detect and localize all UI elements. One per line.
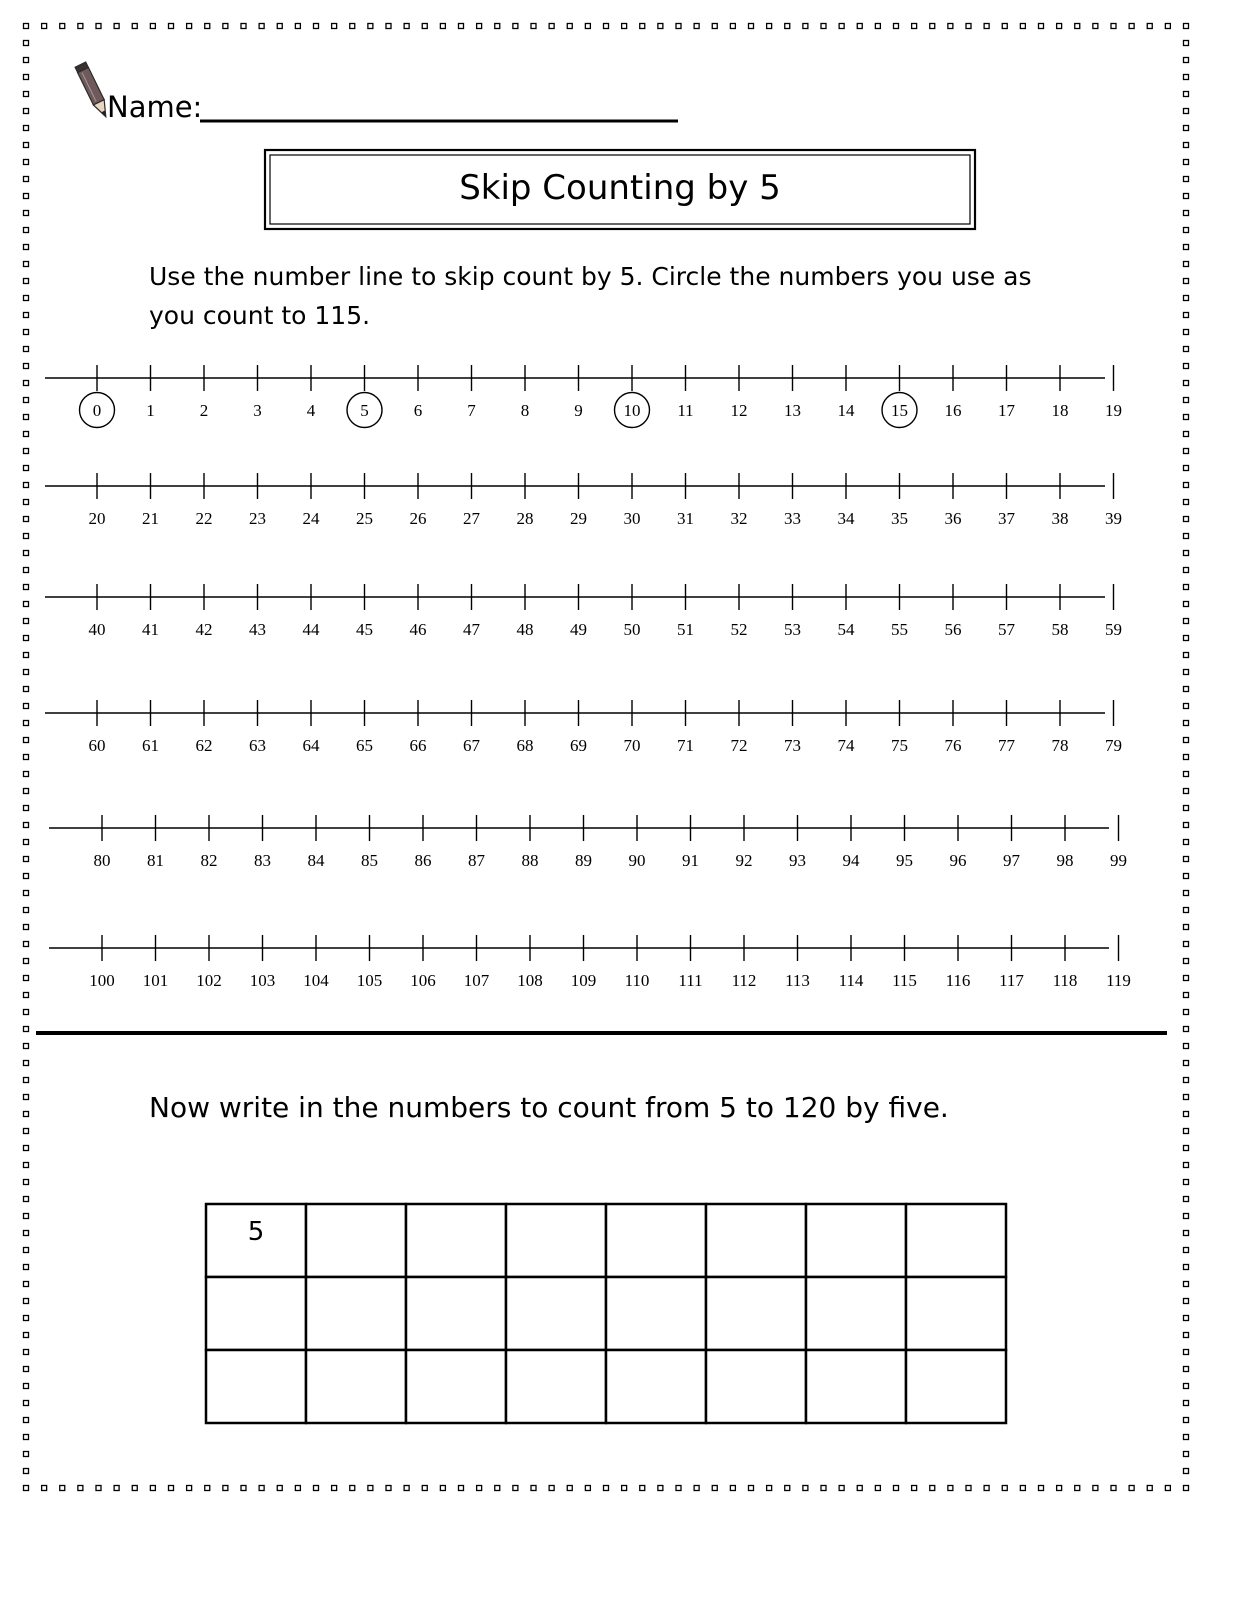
- tick-label-111[interactable]: 111: [678, 971, 703, 990]
- tick-label-82[interactable]: 82: [200, 851, 218, 870]
- tick-label-71[interactable]: 71: [677, 736, 694, 755]
- tick-label-53[interactable]: 53: [784, 620, 801, 639]
- tick-label-7[interactable]: 7: [467, 401, 476, 420]
- tick-label-41[interactable]: 41: [142, 620, 159, 639]
- tick-label-26[interactable]: 26: [409, 509, 427, 528]
- number-line-80-99: [49, 815, 1127, 870]
- tick-label-11[interactable]: 11: [677, 401, 694, 420]
- answer-cell[interactable]: [406, 1350, 506, 1423]
- tick-label-63[interactable]: 63: [249, 736, 266, 755]
- tick-label-118[interactable]: 118: [1052, 971, 1078, 990]
- tick-label-2[interactable]: 2: [199, 401, 209, 420]
- tick-label-116[interactable]: 116: [945, 971, 971, 990]
- answer-cell[interactable]: [306, 1277, 406, 1350]
- tick-label-84[interactable]: 84: [307, 851, 325, 870]
- tick-label-48[interactable]: 48: [516, 620, 534, 639]
- tick-label-24[interactable]: 24: [302, 509, 320, 528]
- answer-cell[interactable]: [306, 1350, 406, 1423]
- tick-label-117[interactable]: 117: [999, 971, 1024, 990]
- number-line-40-59: [45, 584, 1122, 639]
- tick-label-19[interactable]: 19: [1105, 401, 1122, 420]
- tick-label-95[interactable]: 95: [896, 851, 913, 870]
- tick-label-46[interactable]: 46: [409, 620, 427, 639]
- tick-label-97[interactable]: 97: [1003, 851, 1020, 870]
- answer-cell[interactable]: [506, 1204, 606, 1277]
- tick-label-93[interactable]: 93: [789, 851, 806, 870]
- tick-label-12[interactable]: 12: [730, 401, 748, 420]
- number-lines: [45, 365, 1131, 990]
- tick-label-0[interactable]: 0: [92, 401, 102, 420]
- tick-label-101[interactable]: 101: [142, 971, 169, 990]
- tick-label-65[interactable]: 65: [356, 736, 373, 755]
- tick-label-14[interactable]: 14: [837, 401, 855, 420]
- tick-label-64[interactable]: 64: [302, 736, 320, 755]
- tick-label-49[interactable]: 49: [570, 620, 587, 639]
- tick-label-114[interactable]: 114: [838, 971, 864, 990]
- tick-label-30[interactable]: 30: [623, 509, 641, 528]
- answer-cell[interactable]: [706, 1350, 806, 1423]
- tick-label-96[interactable]: 96: [949, 851, 967, 870]
- tick-label-72[interactable]: 72: [730, 736, 748, 755]
- tick-label-75[interactable]: 75: [891, 736, 908, 755]
- tick-label-9[interactable]: 9: [574, 401, 583, 420]
- tick-label-74[interactable]: 74: [837, 736, 855, 755]
- tick-label-78[interactable]: 78: [1051, 736, 1069, 755]
- tick-label-68[interactable]: 68: [516, 736, 534, 755]
- answer-cell[interactable]: [906, 1204, 1006, 1277]
- answer-grid: [206, 1204, 1006, 1423]
- tick-label-106[interactable]: 106: [410, 971, 436, 990]
- tick-label-67[interactable]: 67: [463, 736, 480, 755]
- tick-label-42[interactable]: 42: [195, 620, 213, 639]
- tick-label-88[interactable]: 88: [521, 851, 539, 870]
- tick-label-45[interactable]: 45: [356, 620, 373, 639]
- answer-cell[interactable]: [606, 1277, 706, 1350]
- name-label: Name:: [107, 90, 203, 124]
- second-instruction: Now write in the numbers to count from 5 to 120 by five.: [149, 1091, 949, 1124]
- tick-label-20[interactable]: 20: [88, 509, 106, 528]
- tick-label-32[interactable]: 32: [730, 509, 748, 528]
- tick-label-3[interactable]: 3: [253, 401, 262, 420]
- tick-label-1[interactable]: 1: [146, 401, 155, 420]
- tick-label-58[interactable]: 58: [1051, 620, 1069, 639]
- tick-label-6[interactable]: 6: [413, 401, 423, 420]
- tick-label-52[interactable]: 52: [730, 620, 748, 639]
- tick-label-102[interactable]: 102: [196, 971, 222, 990]
- tick-label-44[interactable]: 44: [302, 620, 320, 639]
- tick-label-77[interactable]: 77: [998, 736, 1015, 755]
- answer-cell[interactable]: [206, 1350, 306, 1423]
- tick-label-34[interactable]: 34: [837, 509, 855, 528]
- answer-cell[interactable]: [306, 1204, 406, 1277]
- tick-label-13[interactable]: 13: [784, 401, 801, 420]
- tick-label-16[interactable]: 16: [944, 401, 962, 420]
- tick-label-110[interactable]: 110: [624, 971, 650, 990]
- tick-label-10[interactable]: 10: [623, 401, 641, 420]
- tick-label-8[interactable]: 8: [520, 401, 530, 420]
- tick-label-17[interactable]: 17: [998, 401, 1015, 420]
- answer-cell[interactable]: [706, 1204, 806, 1277]
- tick-label-38[interactable]: 38: [1051, 509, 1069, 528]
- number-line-100-119: [49, 935, 1131, 990]
- tick-label-103[interactable]: 103: [249, 971, 276, 990]
- tick-label-5[interactable]: 5: [360, 401, 369, 420]
- tick-label-113[interactable]: 113: [785, 971, 810, 990]
- tick-label-39[interactable]: 39: [1105, 509, 1122, 528]
- tick-label-89[interactable]: 89: [575, 851, 592, 870]
- tick-label-21[interactable]: 21: [142, 509, 159, 528]
- answer-cell[interactable]: [706, 1277, 806, 1350]
- tick-label-47[interactable]: 47: [463, 620, 480, 639]
- tick-label-56[interactable]: 56: [944, 620, 962, 639]
- tick-label-76[interactable]: 76: [944, 736, 962, 755]
- tick-label-69[interactable]: 69: [570, 736, 587, 755]
- tick-label-62[interactable]: 62: [195, 736, 213, 755]
- tick-label-80[interactable]: 80: [93, 851, 111, 870]
- answer-cell[interactable]: [406, 1204, 506, 1277]
- tick-label-51[interactable]: 51: [677, 620, 694, 639]
- tick-label-81[interactable]: 81: [147, 851, 164, 870]
- tick-label-85[interactable]: 85: [361, 851, 378, 870]
- tick-label-105[interactable]: 105: [356, 971, 383, 990]
- tick-label-33[interactable]: 33: [784, 509, 801, 528]
- tick-label-109[interactable]: 109: [570, 971, 597, 990]
- tick-label-112[interactable]: 112: [731, 971, 757, 990]
- tick-label-79[interactable]: 79: [1105, 736, 1122, 755]
- tick-label-108[interactable]: 108: [517, 971, 543, 990]
- tick-label-59[interactable]: 59: [1105, 620, 1122, 639]
- tick-label-91[interactable]: 91: [682, 851, 699, 870]
- tick-label-50[interactable]: 50: [623, 620, 641, 639]
- answer-cell[interactable]: [606, 1350, 706, 1423]
- tick-label-92[interactable]: 92: [735, 851, 753, 870]
- answer-cell[interactable]: [906, 1350, 1006, 1423]
- tick-label-94[interactable]: 94: [842, 851, 860, 870]
- page-title: Skip Counting by 5: [459, 168, 781, 208]
- tick-label-29[interactable]: 29: [570, 509, 587, 528]
- number-line-60-79: [45, 700, 1122, 755]
- tick-label-70[interactable]: 70: [623, 736, 641, 755]
- answer-cell[interactable]: [506, 1350, 606, 1423]
- tick-label-15[interactable]: 15: [891, 401, 908, 420]
- tick-label-31[interactable]: 31: [677, 509, 694, 528]
- tick-label-100[interactable]: 100: [89, 971, 115, 990]
- tick-label-60[interactable]: 60: [88, 736, 106, 755]
- tick-label-35[interactable]: 35: [891, 509, 908, 528]
- tick-label-18[interactable]: 18: [1051, 401, 1069, 420]
- tick-label-86[interactable]: 86: [414, 851, 432, 870]
- pencil-icon: [75, 62, 111, 119]
- tick-label-83[interactable]: 83: [254, 851, 271, 870]
- tick-label-66[interactable]: 66: [409, 736, 427, 755]
- answer-cell[interactable]: [506, 1277, 606, 1350]
- answer-cell[interactable]: [606, 1204, 706, 1277]
- tick-label-25[interactable]: 25: [356, 509, 373, 528]
- tick-label-90[interactable]: 90: [628, 851, 646, 870]
- tick-label-104[interactable]: 104: [303, 971, 329, 990]
- tick-label-87[interactable]: 87: [468, 851, 485, 870]
- tick-label-99[interactable]: 99: [1110, 851, 1127, 870]
- tick-label-98[interactable]: 98: [1056, 851, 1074, 870]
- tick-label-43[interactable]: 43: [249, 620, 266, 639]
- tick-label-73[interactable]: 73: [784, 736, 801, 755]
- tick-label-36[interactable]: 36: [944, 509, 962, 528]
- instruction-line-2: you count to 115.: [149, 301, 371, 330]
- tick-label-27[interactable]: 27: [463, 509, 480, 528]
- tick-label-22[interactable]: 22: [195, 509, 213, 528]
- number-line-0-19: [45, 365, 1122, 428]
- instruction-line-1: Use the number line to skip count by 5. Circle the numbers you use as: [149, 262, 1032, 291]
- tick-label-54[interactable]: 54: [837, 620, 855, 639]
- tick-label-28[interactable]: 28: [516, 509, 534, 528]
- tick-label-107[interactable]: 107: [463, 971, 490, 990]
- answer-cell[interactable]: [806, 1204, 906, 1277]
- answer-cell[interactable]: [406, 1277, 506, 1350]
- tick-label-4[interactable]: 4: [306, 401, 316, 420]
- tick-label-55[interactable]: 55: [891, 620, 908, 639]
- tick-label-61[interactable]: 61: [142, 736, 159, 755]
- answer-cell-value: 5: [247, 1217, 265, 1247]
- tick-label-115[interactable]: 115: [892, 971, 917, 990]
- answer-cell[interactable]: [806, 1350, 906, 1423]
- tick-label-57[interactable]: 57: [998, 620, 1015, 639]
- answer-cell[interactable]: [906, 1277, 1006, 1350]
- answer-cell[interactable]: [806, 1277, 906, 1350]
- tick-label-119[interactable]: 119: [1106, 971, 1131, 990]
- tick-label-37[interactable]: 37: [998, 509, 1015, 528]
- tick-label-40[interactable]: 40: [88, 620, 106, 639]
- tick-label-23[interactable]: 23: [249, 509, 266, 528]
- number-line-20-39: [45, 473, 1122, 528]
- answer-cell[interactable]: [206, 1277, 306, 1350]
